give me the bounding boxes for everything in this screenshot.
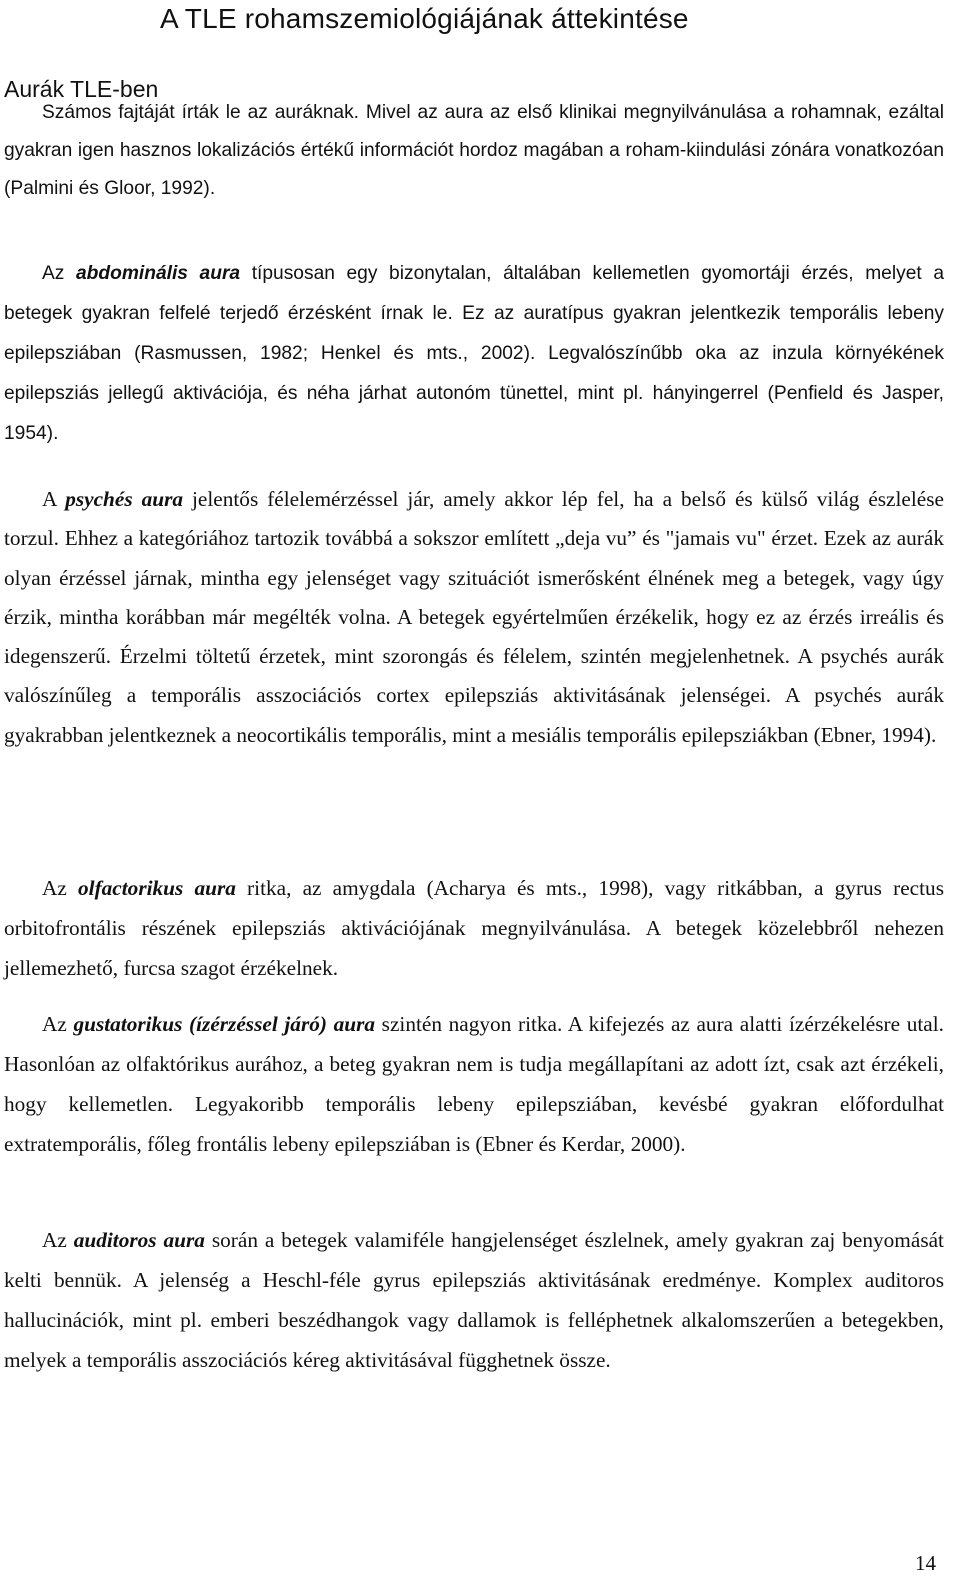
paragraph-body: jelentős félelemérzéssel jár, amely akkor lép fel, ha a belső és külső világ észlelése torzul. Ehhez a kategóriához tartozik továbbá a sokszor említett „deja vu” és "jamais vu" érzet. Ezek az aurák olyan érzéssel járnak, mintha egy jelenséget vagy szituációt ismerősként élnének meg a betegek, vagy úgy érzik, mintha korábban már megélték volna. A betegek egyértelműen érzékelik, hogy ez az érzés irreális és idegenszerű. Érzelmi töltetű érzetek, mint szorongás és félelem, szintén megjelenhetnek. A psychés aurák valószínűleg a temporális asszociációs cortex epilepsziás aktivitásának jelenségei. A psychés aurák gyakrabban jelentkeznek a neocortikális temporális, mint a mesiális temporális epilepsziákban (Ebner, 1994). — [4, 487, 944, 747]
paragraph-gustatory-aura — [4, 1004, 944, 1164]
term-abdominal-aura: abdominális aura — [76, 263, 241, 284]
paragraph-lead: Az — [42, 876, 78, 900]
paragraph-lead: A — [42, 487, 66, 511]
paragraph-olfactory-aura — [4, 868, 944, 988]
page-title: A TLE rohamszemiológiájának áttekintése — [160, 3, 689, 34]
paragraph-psychic-aura — [4, 480, 944, 755]
paragraph-lead: Az — [42, 1012, 74, 1036]
paragraph-intro — [4, 94, 944, 208]
paragraph-intro-text: Számos fajtáját írták le az auráknak. Mivel az aura az első klinikai megnyilvánulása a rohamnak, ezáltal gyakran igen hasznos lokalizációs értékű információt hordoz magában a roham-kiindulási zónára vonatkozóan (Palmini és Gloor, 1992). — [4, 102, 944, 199]
section-heading: Aurák TLE-ben — [4, 76, 159, 102]
term-gustatory-aura: gustatorikus (ízérzéssel járó) aura — [73, 1012, 376, 1036]
paragraph-body: során a betegek valamiféle hangjelenséget észlelnek, amely gyakran zaj benyomását kelti bennük. A jelenség a Heschl-féle gyrus epilepsziás aktivitásának eredménye. Komplex auditoros hallucinációk, mint pl. emberi beszédhangok vagy dallamok is felléphetnek alkalomszerűen a betegekben, melyek a temporális asszociációs kéreg aktivitásával függhetnek össze. — [4, 1228, 944, 1372]
term-olfactory-aura: olfactorikus aura — [78, 876, 236, 900]
paragraph-lead: Az — [42, 1228, 74, 1252]
page-number: 14 — [915, 1551, 936, 1575]
term-psychic-aura: psychés aura — [65, 487, 184, 511]
paragraph-lead: Az — [42, 263, 76, 284]
paragraph-abdominal-aura — [4, 254, 944, 454]
paragraph-auditory-aura — [4, 1220, 944, 1380]
paragraph-body: ritka, az amygdala (Acharya és mts., 1998), vagy ritkábban, a gyrus rectus orbitofrontális részének epilepsziás aktivációjának megnyilvánulása. A betegek közelebbről nehezen jellemezhető, furcsa szagot érzékelnek. — [4, 876, 944, 980]
term-auditory-aura: auditoros aura — [73, 1228, 205, 1252]
paragraph-body: típusosan egy bizonytalan, általában kellemetlen gyomortáji érzés, melyet a betegek gyakran felfelé terjedő érzésként írnak le. Ez az auratípus gyakran jelentkezik temporális lebeny epilepsziában (Rasmussen, 1982; Henkel és mts., 2002). Legvalószínűbb oka az inzula környékének epilepsziás jellegű aktivációja, és néha járhat autonóm tünettel, mint pl. hányingerrel (Penfield és Jasper, 1954). — [4, 263, 944, 444]
paragraph-body: szintén nagyon ritka. A kifejezés az aura alatti ízérzékelésre utal. Hasonlóan az olfaktórikus aurához, a beteg gyakran nem is tudja megállapítani az adott ízt, csak azt érzékeli, hogy kellemetlen. Legyakoribb temporális lebeny epilepsziában, kevésbé gyakran előfordulhat extratemporális, főleg frontális lebeny epilepsziában is (Ebner és Kerdar, 2000). — [4, 1012, 944, 1156]
